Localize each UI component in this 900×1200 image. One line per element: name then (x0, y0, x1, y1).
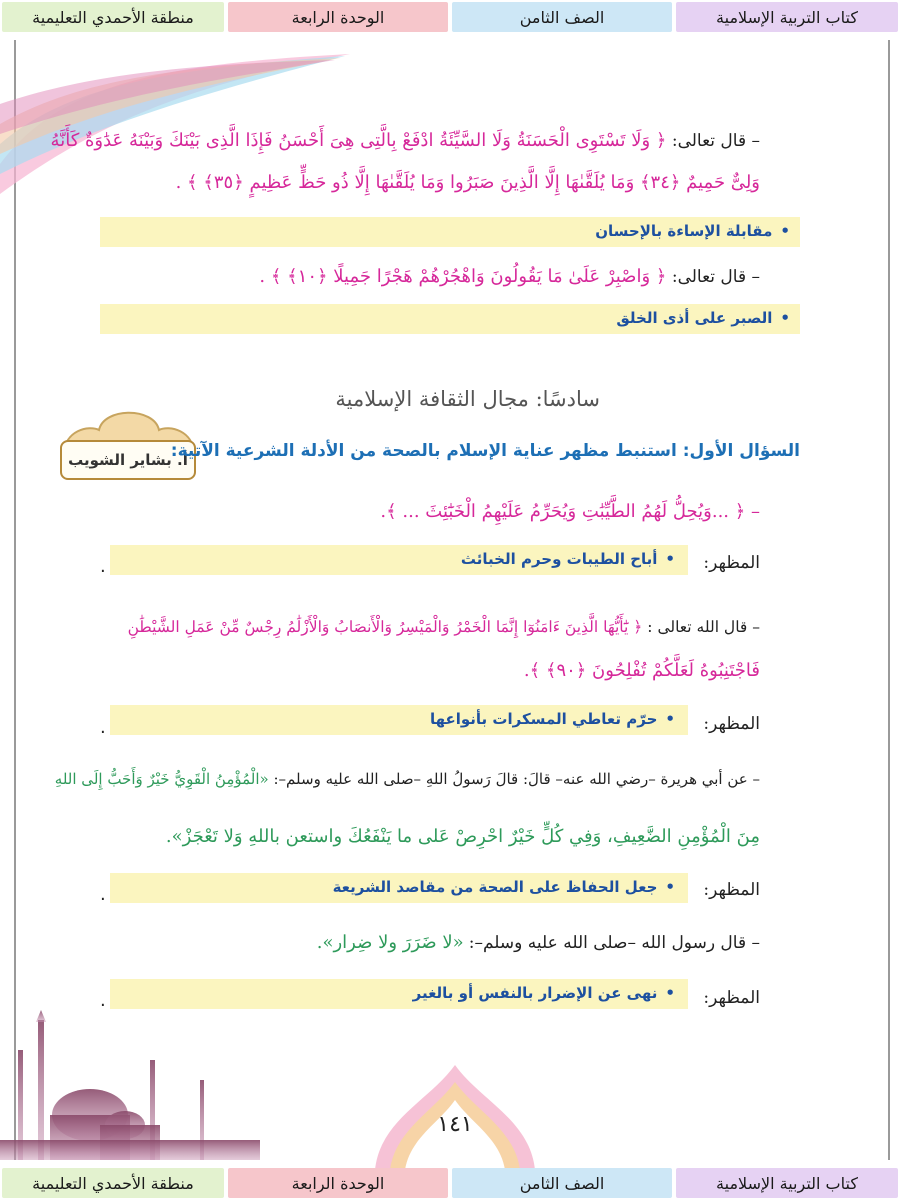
item2-dot: . (100, 717, 106, 738)
left-border (14, 40, 16, 1160)
item3-line2 (166, 826, 760, 847)
verse2-line (259, 266, 760, 287)
item4-intro: – قال رسول الله –صلى الله عليه وسلم–: (468, 933, 760, 953)
item4-label: المظهر: (703, 988, 760, 1008)
verse1-line2 (176, 172, 760, 193)
footer-tabs (0, 1166, 900, 1200)
mosque-skyline-decoration (0, 1010, 260, 1160)
item3-text-line1: «الْمُؤْمِنُ الْقَوِيُّ خَيْرٌ وَأَحَبُّ إِلَى اللهِ (54, 770, 269, 788)
verse1-intro: – قال تعالى: (671, 131, 760, 151)
answer2: •الصبر على أذى الخلق (616, 309, 790, 327)
header-tab-book: كتاب التربية الإسلامية (676, 2, 898, 32)
item4-dot: . (100, 990, 106, 1011)
item1-answer: •أباح الطيبات وحرم الخبائث (460, 550, 675, 568)
footer-tab-unit: الوحدة الرابعة (228, 1168, 448, 1198)
item1-label: المظهر: (703, 553, 760, 573)
item1-line (380, 500, 760, 522)
section-title: سادسًا: مجال الثقافة الإسلامية (335, 387, 600, 411)
item3-answer-text: جعل الحفاظ على الصحة من مقاصد الشريعة (332, 878, 658, 896)
item2-label: المظهر: (703, 714, 760, 734)
header-tab-grade: الصف الثامن (452, 2, 672, 32)
item2-text-line2: فَاجْتَنِبُوهُ لَعَلَّكُمْ تُفْلِحُونَ ﴿٩٠﴾ ﴾. (523, 660, 760, 681)
verse2-text: ﴿ وَاصْبِرْ عَلَىٰ مَا يَقُولُونَ وَاهْجُرْهُمْ هَجْرًا جَمِيلًا ﴿١٠﴾ ﴾ . (259, 266, 667, 287)
item1-answer-text: أباح الطيبات وحرم الخبائث (460, 550, 658, 568)
item2-answer: •حرّم تعاطي المسكرات بأنواعها (429, 710, 675, 728)
item1-text: – ﴿ ...وَيُحِلُّ لَهُمُ الطَّيِّبَٰتِ وَيُحَرِّمُ عَلَيْهِمُ الْخَبَٰٓئِثَ ... ﴾. (380, 501, 760, 522)
item3-intro: – عن أبي هريرة –رضي الله عنه– قالَ: قالَ رَسولُ اللهِ –صلى الله عليه وسلم–: (273, 770, 760, 788)
item3-dot: . (100, 884, 106, 905)
footer-tab-book: كتاب التربية الإسلامية (676, 1168, 898, 1198)
author-badge: أ. بشاير الشويب (60, 440, 196, 480)
header-tab-region: منطقة الأحمدي التعليمية (2, 2, 224, 32)
item4-line (317, 932, 760, 953)
verse1-text-line2: وَلِىٌّ حَمِيمٌ ﴿٣٤﴾ وَمَا يُلَقَّىٰهَا إِلَّا الَّذِينَ صَبَرُوا وَمَا يُلَقَّىٰهَا إِلَّا ذُو حَظٍّ عَظِيمٍ ﴿٣٥﴾ ﴾ . (175, 172, 760, 193)
verse2-intro: – قال تعالى: (671, 267, 760, 287)
item3-line1 (55, 770, 760, 788)
answer2-text: الصبر على أذى الخلق (616, 309, 773, 327)
question-1: السؤال الأول: استنبط مظهر عناية الإسلام بالصحة من الأدلة الشرعية الآتية: (170, 441, 800, 461)
item2-line2 (524, 660, 760, 681)
header-tabs (0, 0, 900, 34)
verse1-text-line1: ﴿ وَلَا تَسْتَوِى الْحَسَنَةُ وَلَا السَّيِّئَةُ ادْفَعْ بِالَّتِى هِىَ أَحْسَنُ فَإِذَا الَّذِى بَيْنَكَ وَبَيْنَهُ عَدَٰوَةٌ كَأَنَّهُ (50, 130, 667, 151)
footer-tab-grade: الصف الثامن (452, 1168, 672, 1198)
item3-text-line2: مِنَ الْمُؤْمِنِ الضَّعِيفِ، وَفِي كُلٍّ خَيْرٌ احْرِصْ عَلى ما يَنْفَعُكَ واستعن باللهِ وَلا تَعْجَزْ». (165, 826, 760, 847)
item4-answer-text: نهى عن الإضرار بالنفس أو بالغير (412, 984, 658, 1002)
page-number: ١٤١ (437, 1112, 473, 1137)
item1-dot: . (100, 556, 106, 577)
answer1: •مقابلة الإساءة بالإحسان (595, 222, 790, 240)
verse1-line1 (51, 130, 760, 151)
item4-answer: •نهى عن الإضرار بالنفس أو بالغير (412, 984, 675, 1002)
header-tab-unit: الوحدة الرابعة (228, 2, 448, 32)
item2-text-line1: ﴿ يَٰٓأَيُّهَا الَّذِينَ ءَامَنُوٓا إِنَّمَا الْخَمْرُ وَالْمَيْسِرُ وَالْأَنصَابُ وَالْأَزْلَٰمُ رِجْسٌ مِّنْ عَمَلِ الشَّيْطَٰنِ (127, 618, 643, 636)
answer1-text: مقابلة الإساءة بالإحسان (595, 222, 773, 240)
item3-label: المظهر: (703, 880, 760, 900)
footer-tab-region: منطقة الأحمدي التعليمية (2, 1168, 224, 1198)
item3-answer: •جعل الحفاظ على الصحة من مقاصد الشريعة (332, 878, 675, 896)
item2-intro: – قال الله تعالى : (647, 618, 760, 636)
item2-line1 (128, 618, 760, 636)
item2-answer-text: حرّم تعاطي المسكرات بأنواعها (429, 710, 658, 728)
item4-text: «لا ضَرَرَ ولا ضِرار». (316, 932, 464, 953)
right-border (888, 40, 890, 1160)
